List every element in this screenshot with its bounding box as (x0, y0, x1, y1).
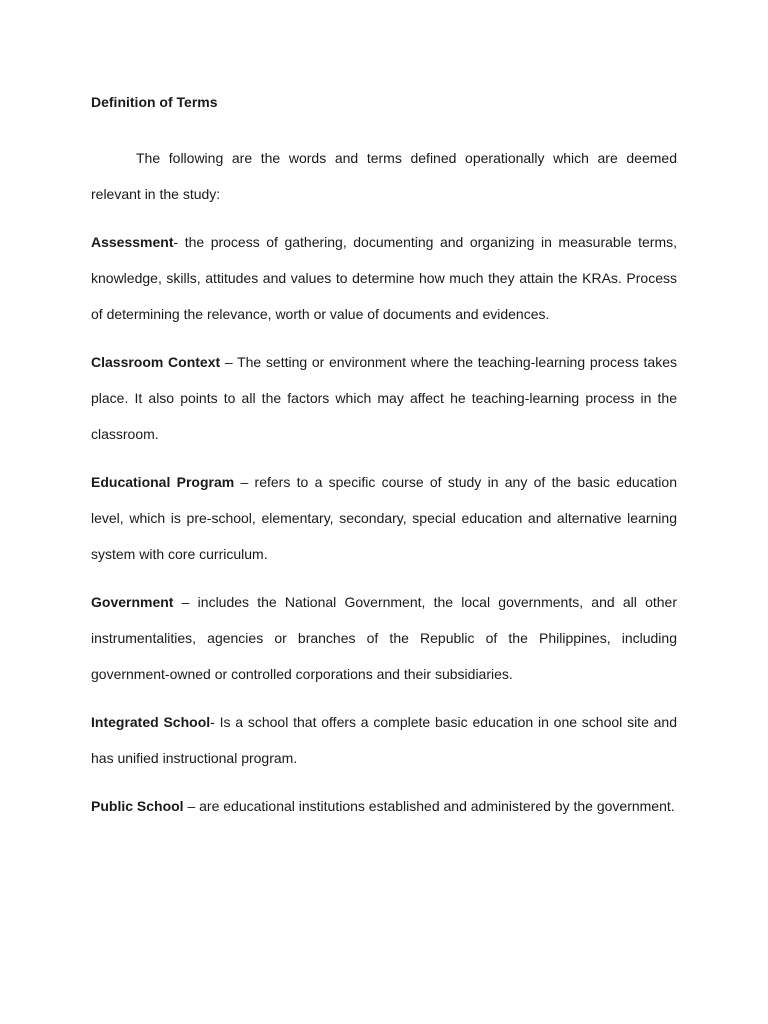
term-label: Integrated School (91, 714, 211, 730)
term-label: Classroom Context (91, 354, 221, 370)
term-text: - Is a school that offers a complete basic education in one school site and has unified instructional program. (91, 714, 678, 766)
term-text: – refers to a specific course of study in any of the basic education level, which is pre-school, elementary, secondary, special education and alternative learning system with core curriculum. (91, 474, 677, 562)
document-body (91, 92, 677, 836)
term-definition-public-school (91, 788, 677, 824)
term-text: – includes the National Government, the local governments, and all other instrumentalities, agencies or branches of the Republic of the Philippines, including government-owned or controlled corporations and their subsidiaries. (91, 594, 677, 682)
intro-paragraph: The following are the words and terms defined operationally which are deemed relevant in the study: (91, 150, 677, 202)
term-definition-government (91, 584, 677, 692)
term-definition-assessment (91, 224, 677, 332)
term-label: Public School (91, 798, 184, 814)
term-label: Assessment (91, 234, 174, 250)
term-definition-classroom-context (91, 344, 677, 452)
term-label: Government (91, 594, 174, 610)
term-definition-integrated-school (91, 704, 677, 776)
term-text: – The setting or environment where the teaching-learning process takes place. It also points to all the factors which may affect he teaching-learning process in the classroom. (91, 354, 677, 442)
term-text: - the process of gathering, documenting and organizing in measurable terms, knowledge, skills, attitudes and values to determine how much they attain the KRAs. Process of determining the relevance, worth or value of documents and evidences. (91, 234, 677, 322)
section-heading: Definition of Terms (91, 94, 218, 110)
term-label: Educational Program (91, 474, 235, 490)
term-text: – are educational institutions established and administered by the government. (183, 798, 675, 814)
term-definition-educational-program (91, 464, 677, 572)
